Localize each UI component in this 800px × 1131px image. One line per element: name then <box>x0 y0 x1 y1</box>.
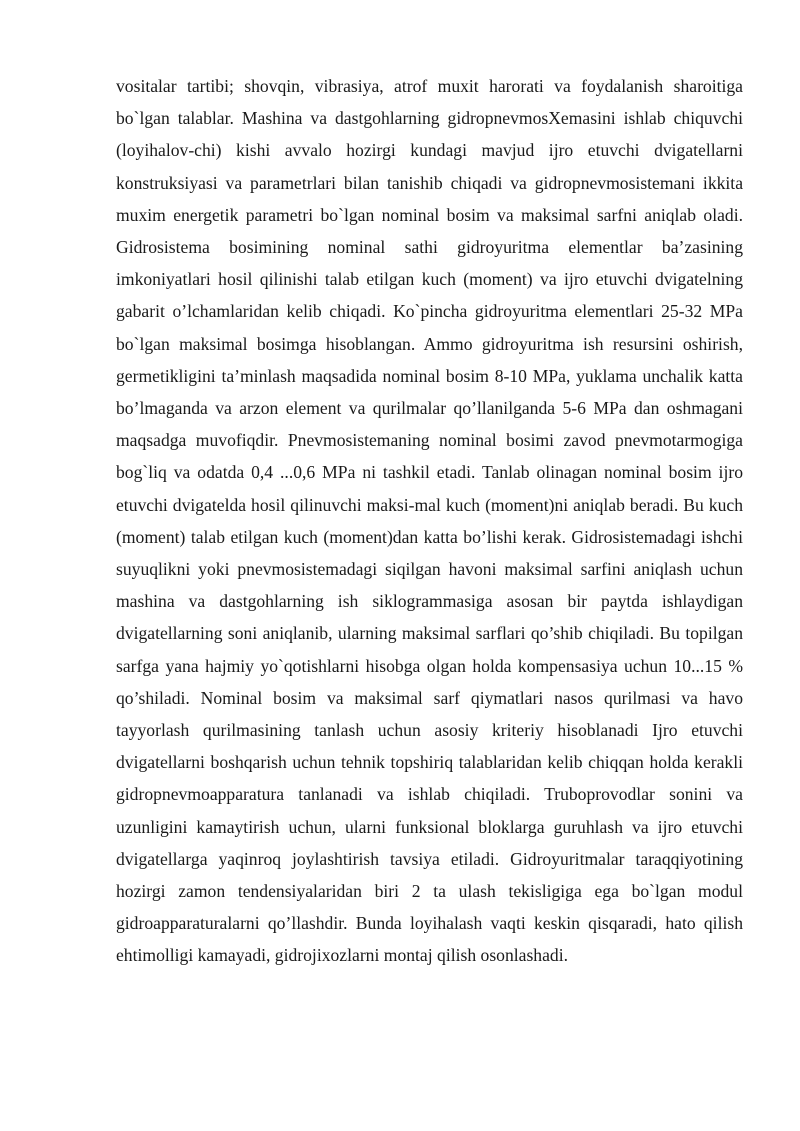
body-paragraph: vositalar tartibi; shovqin, vibrasiya, atrof muxit harorati va foydalanish sharoitiga bo`lgan talablar. Mashina va dastgohlarning gidropnevmosXemasini ishlab chiquvchi (loyihalov-chi) kishi avvalo hozirgi kundagi mavjud ijro etuvchi dvigatellarni konstruksiyasi va parametrlari bilan tanishib chiqadi va gidropnevmosistemani ikkita muxim energetik parametri bo`lgan nominal bosim va maksimal sarfni aniqlab oladi. Gidrosistema bosimining nominal sathi gidroyuritma elementlar ba’zasining imkoniyatlari hosil qilinishi talab etilgan kuch (moment) va ijro etuvchi dvigatelning gabarit o’lchamlaridan kelib chiqadi. Ko`pincha gidroyuritma elementlari 25-32 MPa bo`lgan maksimal bosimga hisoblangan. Ammo gidroyuritma ish resursini oshirish, germetikligini ta’minlash maqsadida nominal bosim 8-10 MPa, yuklama unchalik katta bo’lmaganda va arzon element va qurilmalar qo’llanilganda 5-6 MPa dan oshmagani maqsadga muvofiqdir. Pnevmosistemaning nominal bosimi zavod pnevmotarmogiga bog`liq va odatda 0,4 ...0,6 MPa ni tashkil etadi. Tanlab olinagan nominal bosim ijro etuvchi dvigatelda hosil qilinuvchi maksi-mal kuch (moment)ni aniqlab beradi. Bu kuch (moment) talab etilgan kuch (moment)dan katta bo’lishi kerak. Gidrosistemadagi ishchi suyuqlikni yoki pnevmosistemadagi siqilgan havoni maksimal sarfini aniqlash uchun mashina va dastgohlarning ish siklogrammasiga asosan bir paytda ishlaydigan dvigatellarning soni aniqlanib, ularning maksimal sarflari qo’shib chiqiladi. Bu topilgan sarfga yana hajmiy yo`qotishlarni hisobga olgan holda kompensasiya uchun 10...15 % qo’shiladi. Nominal bosim va maksimal sarf qiymatlari nasos qurilmasi va havo tayyorlash qurilmasining tanlash uchun asosiy kriteriy hisoblanadi Ijro etuvchi dvigatellarni boshqarish uchun tehnik topshiriq talablaridan kelib chiqqan holda kerakli gidropnevmoapparatura tanlanadi va ishlab chiqiladi. Truboprovodlar sonini va uzunligini kamaytirish uchun, ularni funksional bloklarga guruhlash va ijro etuvchi dvigatellarga yaqinroq joylashtirish tavsiya etiladi. Gidroyuritmalar taraqqiyotining hozirgi zamon tendensiyalaridan biri 2 ta ulash tekisligiga ega bo`lgan modul gidroapparaturalarni qo’llashdir. Bunda loyihalash vaqti keskin qisqaradi, hato qilish ehtimolligi kamayadi, gidrojixozlarni montaj qilish osonlashadi. <box>116 76 743 966</box>
document-page <box>116 70 743 972</box>
